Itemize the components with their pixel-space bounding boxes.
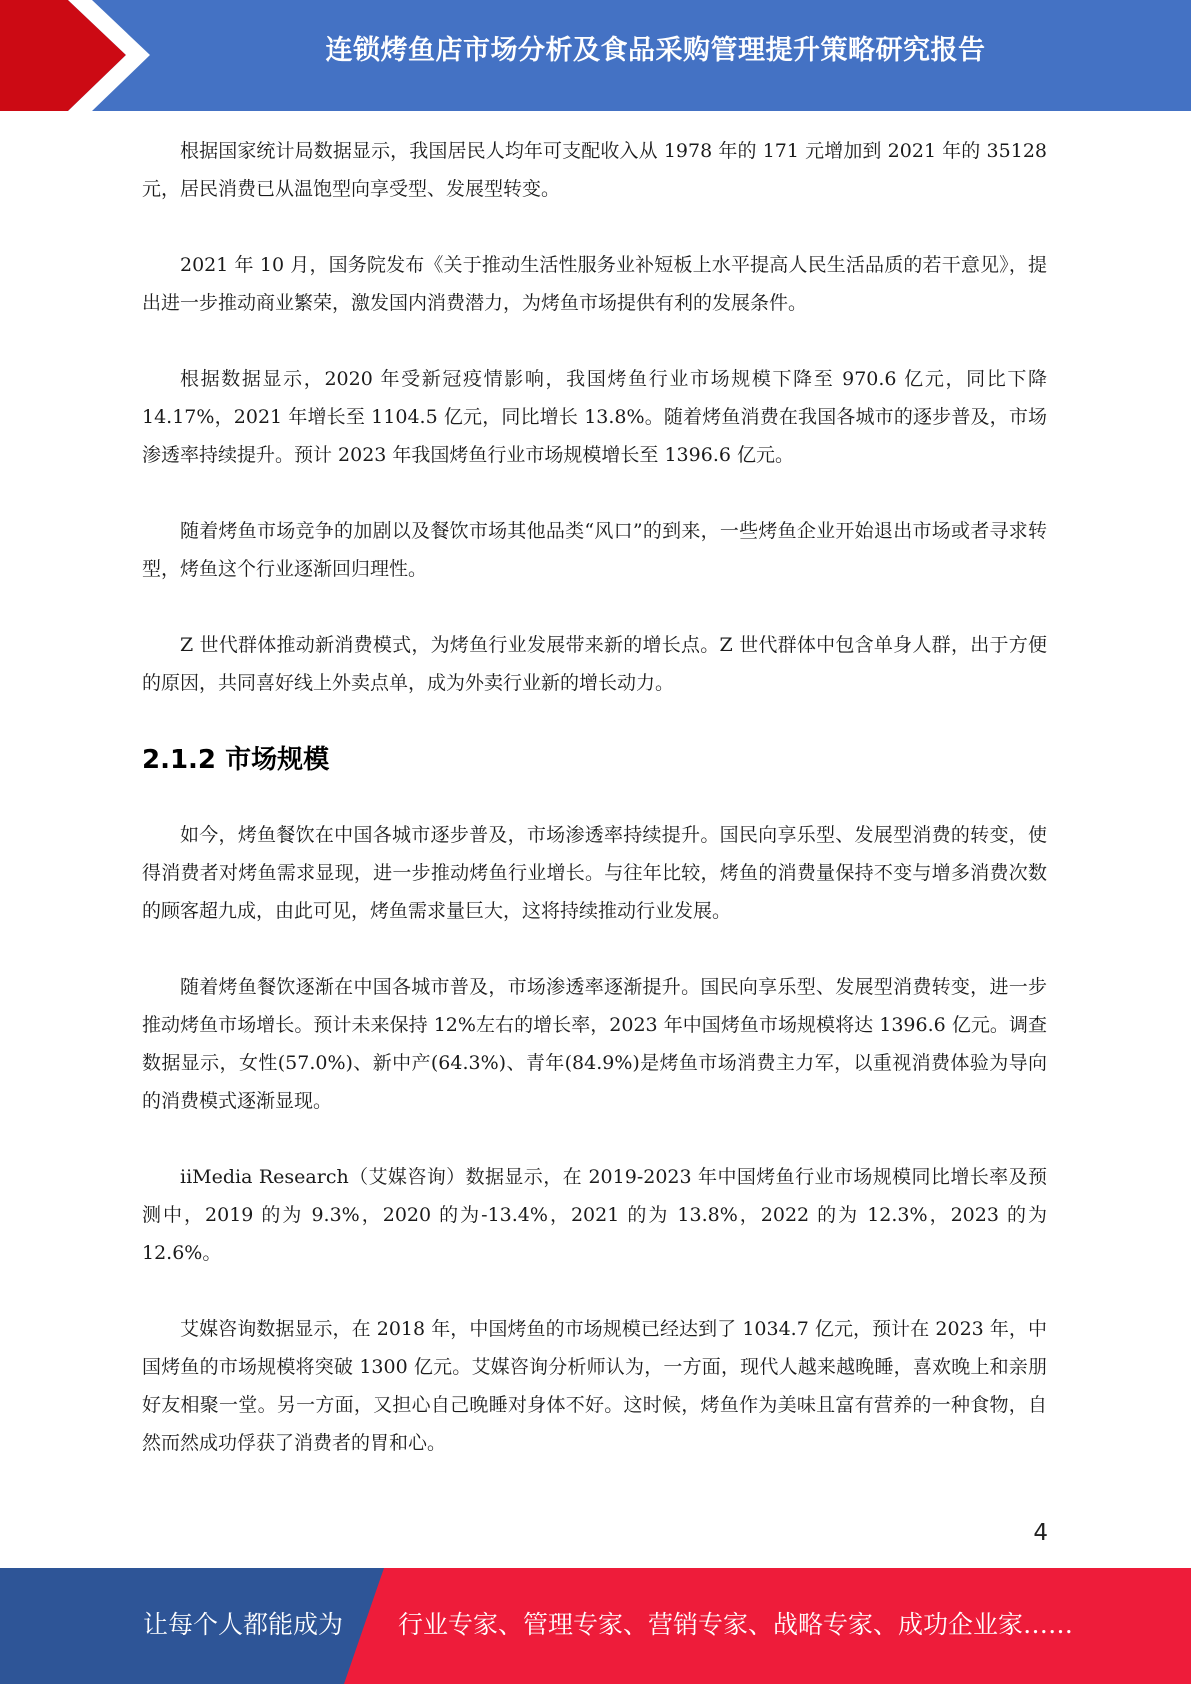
- paragraph: Z 世代群体推动新消费模式，为烤鱼行业发展带来新的增长点。Z 世代群体中包含单身人群，出于方便的原因，共同喜好线上外卖点单，成为外卖行业新的增长动力。: [142, 634, 1047, 694]
- section-heading: 2.1.2 市场规模: [142, 745, 330, 775]
- paragraph: iiMedia Research（艾媒咨询）数据显示，在 2019-2023 年中国烤鱼行业市场规模同比增长率及预测中，2019 的为 9.3%，2020 的为-13.4%，2021 的为 13.8%，2022 的为 12.3%，2023 的为 12.6%。: [142, 1166, 1047, 1264]
- page-body: [142, 132, 1047, 1500]
- paragraph: 随着烤鱼餐饮逐渐在中国各城市普及，市场渗透率逐渐提升。国民向享乐型、发展型消费转变，进一步推动烤鱼市场增长。预计未来保持 12%左右的增长率，2023 年中国烤鱼市场规模将达 1396.6 亿元。调查数据显示，女性(57.0%)、新中产(64.3%)、青年(84.9%)是烤鱼市场消费主力军，以重视消费体验为导向的消费模式逐渐显现。: [142, 976, 1047, 1112]
- paragraph: 艾媒咨询数据显示，在 2018 年，中国烤鱼的市场规模已经达到了 1034.7 亿元，预计在 2023 年，中国烤鱼的市场规模将突破 1300 亿元。艾媒咨询分析师认为，一方面，现代人越来越晚睡，喜欢晚上和亲朋好友相聚一堂。另一方面，又担心自己晚睡对身体不好。这时候，烤鱼作为美味且富有营养的一种食物，自然而然成功俘获了消费者的胃和心。: [142, 1318, 1047, 1454]
- paragraph: 随着烤鱼市场竞争的加剧以及餐饮市场其他品类“风口”的到来，一些烤鱼企业开始退出市场或者寻求转型，烤鱼这个行业逐渐回归理性。: [142, 520, 1047, 580]
- paragraph: 2021 年 10 月，国务院发布《关于推动生活性服务业补短板上水平提高人民生活品质的若干意见》，提出进一步推动商业繁荣，激发国内消费潜力，为烤鱼市场提供有利的发展条件。: [142, 254, 1047, 314]
- page-number: 4: [1033, 1520, 1048, 1546]
- footer-slogan-left: 让每个人都能成为: [143, 1610, 344, 1639]
- paragraph: 根据数据显示，2020 年受新冠疫情影响，我国烤鱼行业市场规模下降至 970.6 亿元，同比下降 14.17%，2021 年增长至 1104.5 亿元，同比增长 13.8%。随着烤鱼消费在我国各城市的逐步普及，市场渗透率持续提升。预计 2023 年我国烤鱼行业市场规模增长至 1396.6 亿元。: [142, 368, 1047, 466]
- paragraph: 如今，烤鱼餐饮在中国各城市逐步普及，市场渗透率持续提升。国民向享乐型、发展型消费的转变，使得消费者对烤鱼需求显现，进一步推动烤鱼行业增长。与往年比较，烤鱼的消费量保持不变与增多消费次数的顾客超九成，由此可见，烤鱼需求量巨大，这将持续推动行业发展。: [142, 824, 1047, 922]
- document-title: 连锁烤鱼店市场分析及食品采购管理提升策略研究报告: [325, 35, 986, 66]
- page-header: [0, 0, 1191, 111]
- footer-slogan-right: 行业专家、管理专家、营销专家、战略专家、成功企业家……: [398, 1610, 1074, 1639]
- page-footer: [0, 1568, 1191, 1684]
- paragraph: 根据国家统计局数据显示，我国居民人均年可支配收入从 1978 年的 171 元增加到 2021 年的 35128 元，居民消费已从温饱型向享受型、发展型转变。: [142, 140, 1047, 200]
